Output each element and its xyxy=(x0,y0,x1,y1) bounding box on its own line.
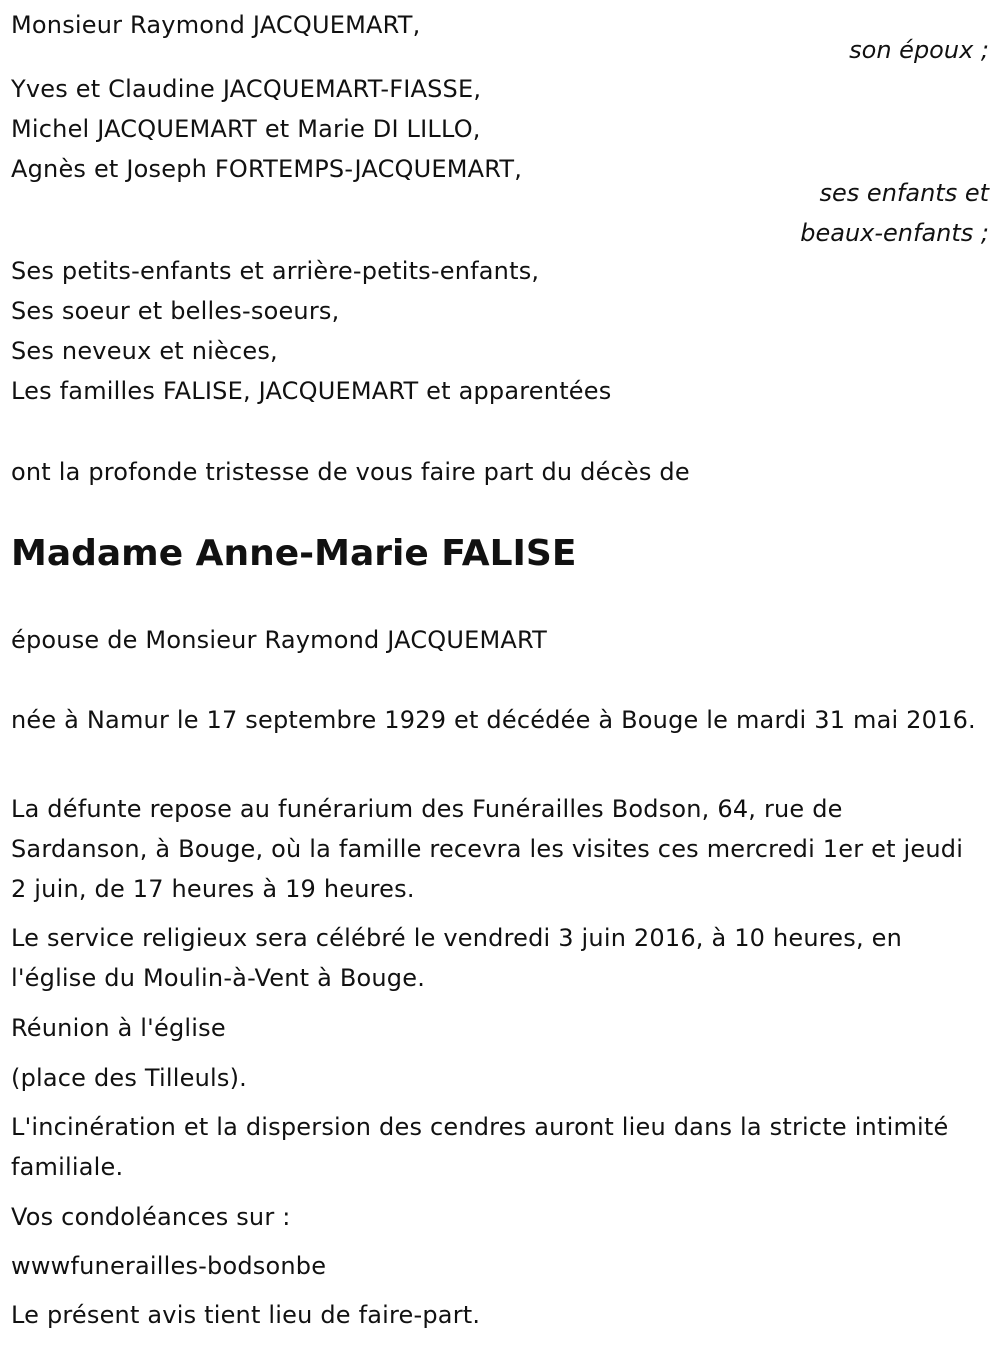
family-line-4: Les familles FALISE, JACQUEMART et apparentées xyxy=(11,377,612,405)
condolences-label: Vos condoléances sur : xyxy=(11,1203,291,1231)
closing: Le présent avis tient lieu de faire-part. xyxy=(11,1301,481,1329)
cremation: L'incinération et la dispersion des cendres auront lieu dans la stricte intimité familiale. xyxy=(11,1113,949,1181)
service: Le service religieux sera célébré le vendredi 3 juin 2016, à 10 heures, en l'église du Moulin-à-Vent à Bouge. xyxy=(11,924,902,992)
website: wwwfunerailles-bodsonbe xyxy=(11,1252,327,1280)
deceased-name: Madame Anne-Marie FALISE xyxy=(11,533,577,574)
meeting: Réunion à l'église xyxy=(11,1014,226,1042)
children-role-line-2: beaux-enfants ; xyxy=(800,219,989,247)
child-line-3: Agnès et Joseph FORTEMPS-JACQUEMART, xyxy=(11,155,523,183)
child-line-1: Yves et Claudine JACQUEMART-FIASSE, xyxy=(11,75,482,103)
spouse-name: Monsieur Raymond JACQUEMART, xyxy=(11,11,421,39)
meeting-place: (place des Tilleuls). xyxy=(11,1064,247,1092)
family-line-2: Ses soeur et belles-soeurs, xyxy=(11,297,340,325)
birth-death: née à Namur le 17 septembre 1929 et décédée à Bouge le mardi 31 mai 2016. xyxy=(11,706,976,734)
children-role-line-1: ses enfants et xyxy=(819,179,989,207)
family-line-1: Ses petits-enfants et arrière-petits-enfants, xyxy=(11,257,540,285)
spouse-of: épouse de Monsieur Raymond JACQUEMART xyxy=(11,626,548,654)
visitation: La défunte repose au funérarium des Funérailles Bodson, 64, rue de Sardanson, à Bouge, où la famille recevra les visites ces mercredi 1er et jeudi 2 juin, de 17 heures à 19 heures. xyxy=(11,795,964,903)
spouse-role: son époux ; xyxy=(849,36,989,64)
announcement: ont la profonde tristesse de vous faire part du décès de xyxy=(11,458,690,486)
child-line-2: Michel JACQUEMART et Marie DI LILLO, xyxy=(11,115,481,143)
family-line-3: Ses neveux et nièces, xyxy=(11,337,278,365)
